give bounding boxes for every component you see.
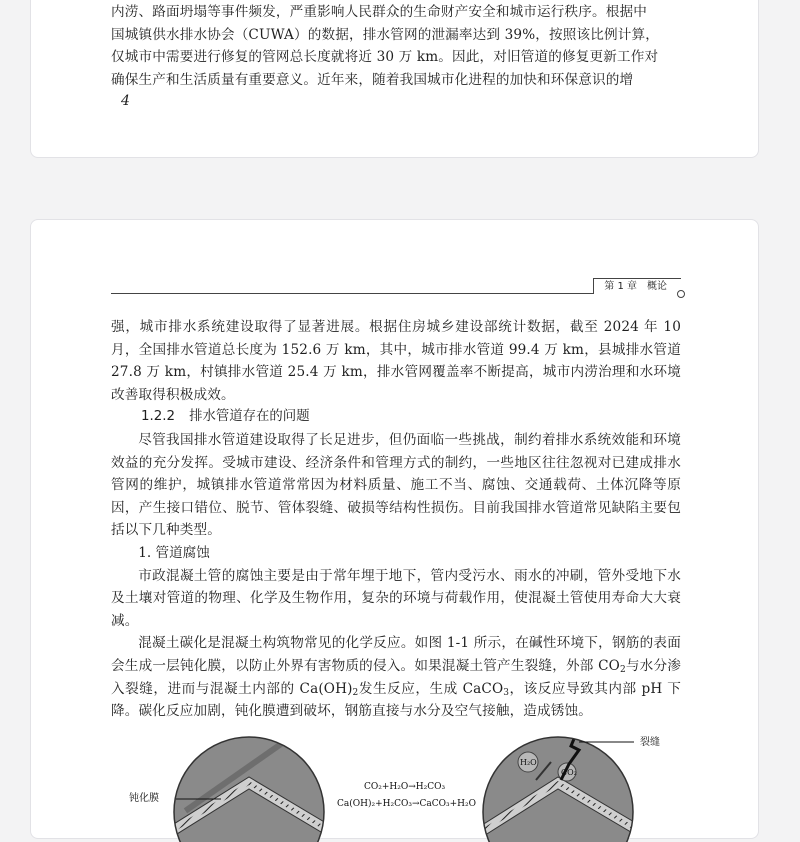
paragraph-3: 市政混凝土管的腐蚀主要是由于常年埋于地下，管内受污水、雨水的冲刷，管外受地下水及土壤对管道的物理、化学及生物作用，复杂的环境与荷载作用，使混凝土管使用寿命大大衰减。	[111, 567, 681, 629]
figure-equation-2: Ca(OH)₂+H₂CO₃→CaCO₃+H₂O	[337, 799, 477, 809]
paragraph-4	[111, 632, 681, 722]
section-heading	[111, 406, 681, 429]
right-diagram	[471, 734, 651, 842]
chapter-tab	[593, 278, 681, 294]
figure-co2-label: CO₂	[561, 768, 577, 777]
caoh2-subscript: 2	[352, 687, 359, 698]
header-dot-icon	[677, 290, 685, 298]
page-1-line-4: 确保生产和生活质量有重要意义。近年来，随着我国城市化进程的加快和环保意识的增	[111, 71, 634, 88]
page-number: 4	[121, 93, 130, 109]
figure-1-1	[31, 722, 760, 842]
page-1-line-3: 仅城市中需要进行修复的管网总长度就将近 30 万 km。因此，对旧管道的修复更新工作对	[111, 49, 659, 66]
caco3-subscript: 3	[503, 687, 510, 698]
section-title: 排水管道存在的问题	[189, 409, 310, 425]
chapter-number: 第 1 章	[604, 281, 637, 292]
co2-subscript: 2	[619, 664, 626, 675]
running-header	[111, 280, 681, 294]
paragraph-2: 尽管我国排水管道建设取得了长足进步，但仍面临一些挑战，制约着排水系统效能和环境效益的充分发挥。受城市建设、经济条件和管理方式的制约，一些地区往往忽视对已建成排水管网的维护，城镇排水管道常常因为材料质量、施工不当、腐蚀、交通载荷、土体沉降等原因，产生接口错位、脱节、管体裂缝、破损等结构性损伤。目前我国排水管道常见缺陷主要包括以下几种类型。	[111, 431, 681, 539]
paragraph-4-part-a: 混凝土碳化是混凝土构筑物常见的化学反应。如图 1-1 所示，在碱性环境下，钢筋的表面会生成一层钝化膜，以防止外界有害物质的侵入。如果混凝土管产生裂缝，外部 CO	[111, 635, 681, 674]
figure-label-passivation: 钝化膜	[129, 793, 159, 804]
page-1-line-1: 内涝、路面坍塌等事件频发，严重影响人民群众的生命财产安全和城市运行秩序。根据中	[111, 4, 648, 20]
page-2	[30, 219, 759, 839]
paragraph-4-part-c: 发生反应，生成 CaCO	[358, 680, 504, 697]
page-2-body	[111, 316, 681, 723]
paragraph-1: 强，城市排水系统建设取得了显著进展。根据住房城乡建设部统计数据，截至 2024 年 10 月，全国排水管道总长度为 152.6 万 km，其中，城市排水管道 99.4 万 km，县城排水管道 27.8 万 km，村镇排水管道 25.4 万 km，排水管网覆盖率不断提高，城市内涝治理和水环境改善取得积极成效。	[111, 319, 681, 403]
figure-h2o-label: H₂O	[520, 758, 537, 767]
left-diagram	[161, 722, 341, 842]
page-1-line-2: 国城镇供水排水协会（CUWA）的数据，排水管网的泄漏率达到 39%，按照该比例计算，	[111, 26, 659, 43]
paragraph-4-part-d: ，该反应导致其内部 pH 下降。碳化反应加剧，钝化膜遭到破坏，钢筋直接与水分及空气接触，造成锈蚀。	[111, 680, 681, 720]
figure-label-crack: 裂缝	[640, 737, 660, 748]
chapter-name: 概论	[647, 281, 667, 292]
figure-equation-1: CO₂+H₂O→H₂CO₃	[364, 782, 446, 792]
page-1-body	[111, 1, 681, 91]
section-number: 1.2.2	[141, 409, 176, 425]
subsection-heading: 1. 管道腐蚀	[138, 544, 210, 561]
page-1	[30, 0, 759, 158]
paragraph-4-part-b: 与水分渗入裂缝，进而与混凝土内部的 Ca(OH)	[111, 657, 681, 697]
